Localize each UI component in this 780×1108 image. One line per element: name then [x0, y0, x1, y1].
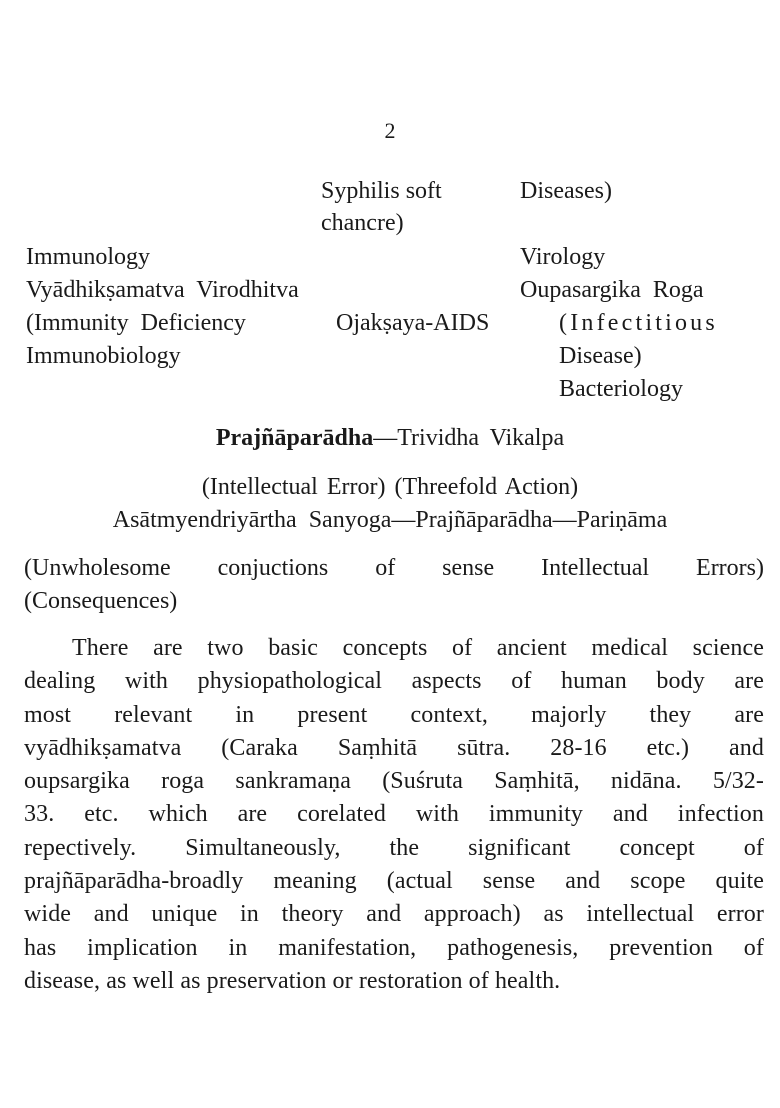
immunology-label: Immunology — [26, 244, 150, 270]
paragraph-line: disease, as well as preservation or restoration of health. — [24, 967, 561, 994]
diseases-close: Diseases) — [520, 178, 612, 204]
syphilis-line1: Syphilis soft — [321, 178, 442, 204]
causal-chain: Asātmyendriyārtha Sanyoga—Prajñāparādha—Pariṇāma — [112, 507, 668, 533]
paragraph-line: 33. etc. which are corelated with immunity and infection — [24, 801, 764, 828]
paragraph-line: has implication in manifestation, pathogenesis, prevention of — [24, 934, 764, 961]
prajnaparadha-term: Prajñāparādha — [215, 425, 374, 451]
body-paragraph — [24, 632, 764, 998]
syphilis-line2: chancre) — [321, 210, 404, 236]
trividha-vikalpa: —Trividha Vikalpa — [373, 425, 565, 451]
chain-gloss-line2: (Consequences) — [24, 588, 178, 614]
paragraph-line: vyādhikṣamatva (Caraka Saṃhitā sūtra. 28-16 etc.) and — [24, 734, 764, 761]
vyadhiksamatva-virodhitva: Vyādhikṣamatva Virodhitva — [26, 277, 299, 303]
paragraph-line: repectively. Simultaneously, the significant concept of — [24, 834, 764, 861]
disease-close: Disease) — [559, 343, 642, 369]
prajnaparadha-gloss: (Intellectual Error) (Threefold Action) — [201, 474, 579, 500]
immunity-deficiency: (Immunity Deficiency — [26, 310, 246, 336]
virology-label: Virology — [520, 244, 606, 270]
bacteriology-label: Bacteriology — [559, 376, 683, 402]
immunobiology-label: Immunobiology — [26, 343, 181, 369]
chain-gloss-line1: (Unwholesome conjuctions of sense Intellectual Errors) — [24, 555, 764, 581]
paragraph-line: wide and unique in theory and approach) as intellectual error — [24, 901, 764, 928]
ojaksaya-aids: Ojakṣaya-AIDS — [336, 310, 490, 336]
paragraph-line: dealing with physiopathological aspects of human body are — [24, 668, 764, 695]
paragraph-line: prajñāparādha-broadly meaning (actual sense and scope quite — [24, 868, 764, 895]
page-number: 2 — [384, 118, 396, 143]
paragraph-line: most relevant in present context, majorly they are — [24, 701, 764, 728]
paragraph-line: There are two basic concepts of ancient medical science — [72, 635, 764, 661]
oupasargika-roga: Oupasargika Roga — [520, 277, 704, 303]
infectitious: (Infectitious — [559, 310, 718, 336]
prajnaparadha-heading — [0, 422, 780, 455]
paragraph-line: oupsargika roga sankramaṇa (Suśruta Saṃhitā, nidāna. 5/32- — [24, 768, 764, 795]
